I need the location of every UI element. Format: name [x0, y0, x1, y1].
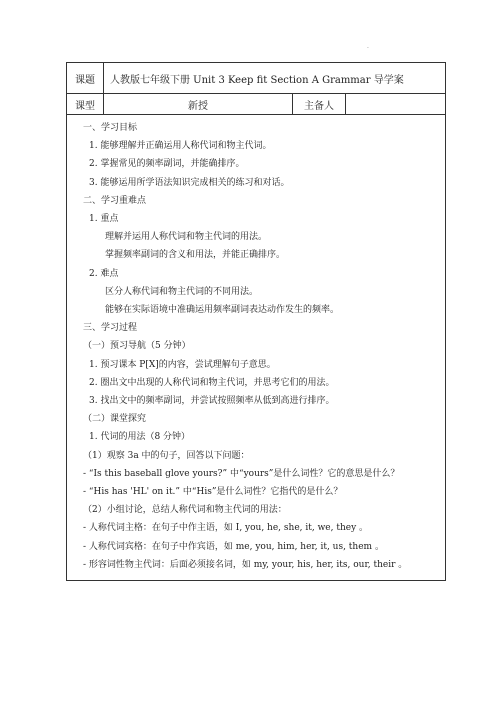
type-row	[67, 94, 445, 115]
text-line: - “Is this baseball glove yours?” 中“yours”是什么词性？它的意思是什么？	[83, 468, 400, 479]
text-line: 2. 难点	[89, 268, 119, 279]
topic-value: 人教版七年级下册 Unit 3 Keep fit Section A Grammar 导学案	[110, 74, 404, 86]
text-line: 3. 找出文中的频率副词，并尝试按照频率从低到高进行排序。	[89, 396, 335, 407]
text-line: 1. 预习课本 P[X]的内容，尝试理解句子意思。	[89, 359, 276, 370]
text-line: 能够在实际语境中准确运用频率副词表达动作发生的频率。	[105, 305, 340, 316]
text-line: - 人称代词主格：在句子中作主语，如 I, you, he, she, it, we, they 。	[83, 523, 369, 534]
content-body	[67, 115, 415, 580]
text-line: 1. 重点	[89, 214, 119, 225]
text-line: （二）课堂探究	[83, 414, 147, 425]
content-row	[67, 115, 445, 580]
text-line: 2. 圈出文中出现的人称代词和物主代词，并思考它们的用法。	[89, 377, 335, 388]
section-heading: 一、学习目标	[83, 123, 138, 133]
text-line: （1）观察 3a 中的句子，回答以下问题：	[83, 450, 250, 461]
topic-label: 课题	[67, 63, 104, 93]
section-heading: 二、学习重难点	[83, 195, 147, 206]
text-line: 理解并运用人称代词和物主代词的用法。	[105, 232, 268, 243]
text-line: （一）预习导航（5 分钟）	[83, 341, 191, 352]
text-line: 掌握频率副词的含义和用法，并能正确排序。	[105, 250, 286, 261]
text-line: 区分人称代词和物主代词的不同用法。	[105, 286, 259, 297]
text-line: 1. 能够理解并正确运用人称代词和物主代词。	[89, 141, 272, 152]
text-line: - 人称代词宾格：在句子中作宾语，如 me, you, him, her, it, us, them 。	[83, 541, 384, 552]
text-line: - 形容词性物主代词：后面必须接名词，如 my, your, his, her, its, our, their 。	[83, 559, 408, 570]
text-line: （2）小组讨论，总结人称代词和物主代词的用法：	[83, 505, 287, 516]
corner-mark: ·	[367, 45, 369, 52]
text-line: 3. 能够运用所学语法知识完成相关的练习和对话。	[89, 177, 290, 188]
section-heading: 三、学习过程	[83, 323, 138, 334]
lesson-plan-table	[66, 62, 446, 581]
type-label: 课型	[67, 94, 104, 114]
author-value	[346, 94, 445, 114]
text-line: - “His has 'HL' on it.” 中“His”是什么词性？它指代的是什么？	[83, 487, 343, 498]
text-line: 2. 掌握常见的频率副词，并能确排序。	[89, 159, 245, 170]
type-value: 新授	[104, 94, 293, 114]
text-line: 1. 代词的用法（8 分钟）	[89, 432, 191, 443]
topic-row	[67, 63, 445, 94]
author-label: 主备人	[293, 94, 346, 114]
